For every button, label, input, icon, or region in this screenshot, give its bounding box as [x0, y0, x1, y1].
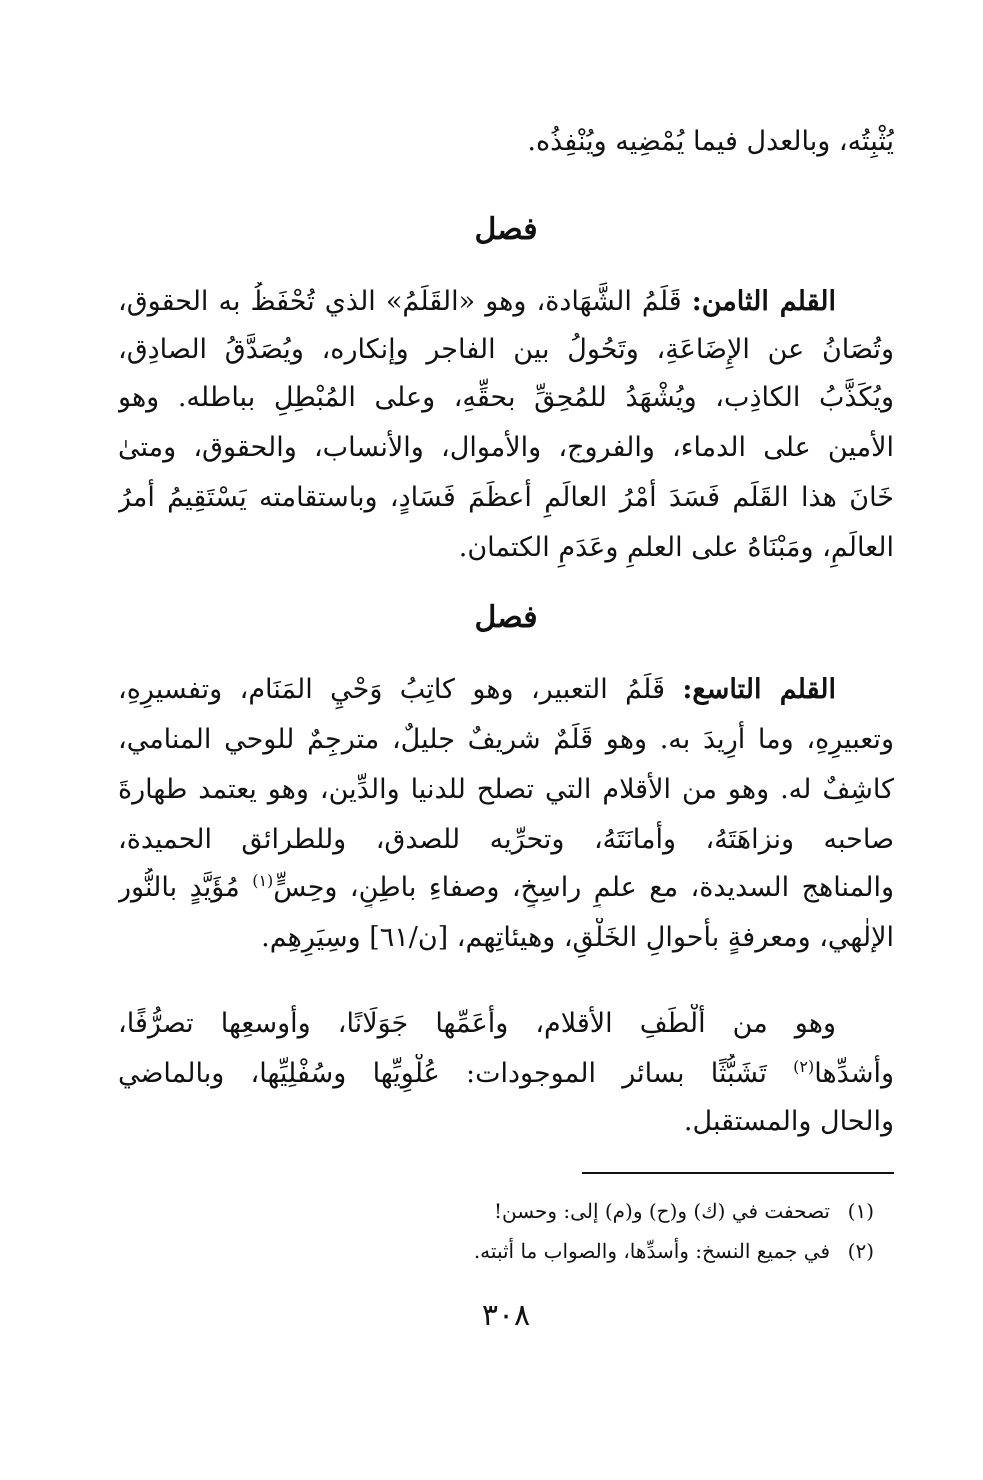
footnote-ref: (٢): [793, 1057, 815, 1076]
paragraph-line: [118, 670, 894, 710]
paragraph-text: مُؤَيَّدٍ بالنُّور: [118, 872, 253, 903]
paragraph-line: العالَمِ، ومَبْنَاهُ على العلمِ وعَدَمِ الكتمان.: [458, 532, 894, 563]
paragraph-text: قَلَمُ التعبير، وهو كاتِبُ وَحْيِ المَنَام، وتفسيرِهِ،: [118, 674, 683, 705]
paragraph-line: [118, 1054, 894, 1094]
paragraph-text: تَشَبُّثًا بسائر الموجودات: عُلْوِيِّها وسُفْلِيِّها، وبالماضي: [118, 1058, 794, 1089]
book-page: [118, 0, 894, 1480]
paragraph-line: الإلٰهي، ومعرفةٍ بأحوالِ الخَلْقِ، وهيئاتِهم، [ن/٦١] وسِيَرِهِم.: [261, 922, 894, 953]
paragraph-text: قَلَمُ الشَّهَادة، وهو «القَلَمُ» الذي تُحْفَظُ به الحقوق،: [118, 286, 692, 317]
paragraph-line: خَانَ هذا القَلَم فَسَدَ أَمْرُ العالَمِ أعظَمَ فَسَادٍ، وباستقامته يَسْتَقِيمُ أمرُ: [118, 482, 894, 513]
paragraph-line: صاحبه ونزاهَتَهُ، وأمانَتَهُ، وتحرِّيه للصدق، وللطرائق الحميدة،: [118, 824, 894, 855]
footnote: [174, 1196, 874, 1226]
page-number: ٣٠٨: [481, 1298, 531, 1333]
paragraph-line: كاشِفٌ له. وهو من الأقلام التي تصلح للدنيا والدِّين، وهو يعتمد طهارةَ: [118, 774, 894, 805]
paragraph-line: [118, 282, 894, 322]
footnote-number: (٢): [847, 1239, 874, 1263]
section-heading-1: فصل: [474, 212, 538, 247]
paragraph-text: وأشدِّها: [814, 1058, 894, 1089]
footnote-number: (١): [847, 1199, 874, 1223]
paragraph-lead: القلم الثامن:: [691, 286, 836, 317]
paragraph-line: الأمين على الدماء، والفروج، والأموال، والأنساب، والحقوق، ومتىٰ: [118, 432, 894, 463]
footnote-text: في جميع النسخ: وأسدِّها، والصواب ما أثبته.: [473, 1239, 830, 1263]
footnote-text: تصحفت في (ك) و(ح) و(م) إلى: وحسن!: [493, 1199, 830, 1223]
paragraph-line: والحال والمستقبل.: [683, 1106, 894, 1137]
paragraph-line: وتُصَانُ عن الإِضَاعَةِ، وتَحُولُ بين الفاجر وإنكاره، ويُصَدَّقُ الصادِق،: [118, 334, 894, 365]
section-heading-2: فصل: [474, 600, 538, 635]
paragraph-line: ويُكَذَّبُ الكاذِب، ويُشْهَدُ للمُحِقِّ بحقِّهِ، وعلى المُبْطِلِ بباطله. وهو: [118, 382, 894, 413]
footnote-divider: [582, 1172, 894, 1174]
paragraph-line: وتعبيرِهِ، وما أُرِيدَ به. وهو قَلَمٌ شريفٌ جليلٌ، مترجِمٌ للوحي المنامي،: [118, 724, 894, 755]
paragraph-text: والمناهج السديدة، مع علمٍ راسِخٍ، وصفاءِ باطِنٍ، وحِسٍّ: [273, 872, 894, 903]
intro-line: يُثْبِتُه، وبالعدل فيما يُمْضِيه ويُنْفِذُه.: [527, 126, 894, 157]
paragraph-line: وهو من أَلْطَفِ الأقلام، وأَعَمِّها جَوَلَانًا، وأوسعِها تصرُّفًا،: [118, 1008, 836, 1039]
footnote: [174, 1236, 874, 1266]
paragraph-line: [118, 868, 894, 908]
footnote-ref: (١): [252, 871, 274, 890]
paragraph-lead: القلم التاسع:: [682, 674, 836, 705]
